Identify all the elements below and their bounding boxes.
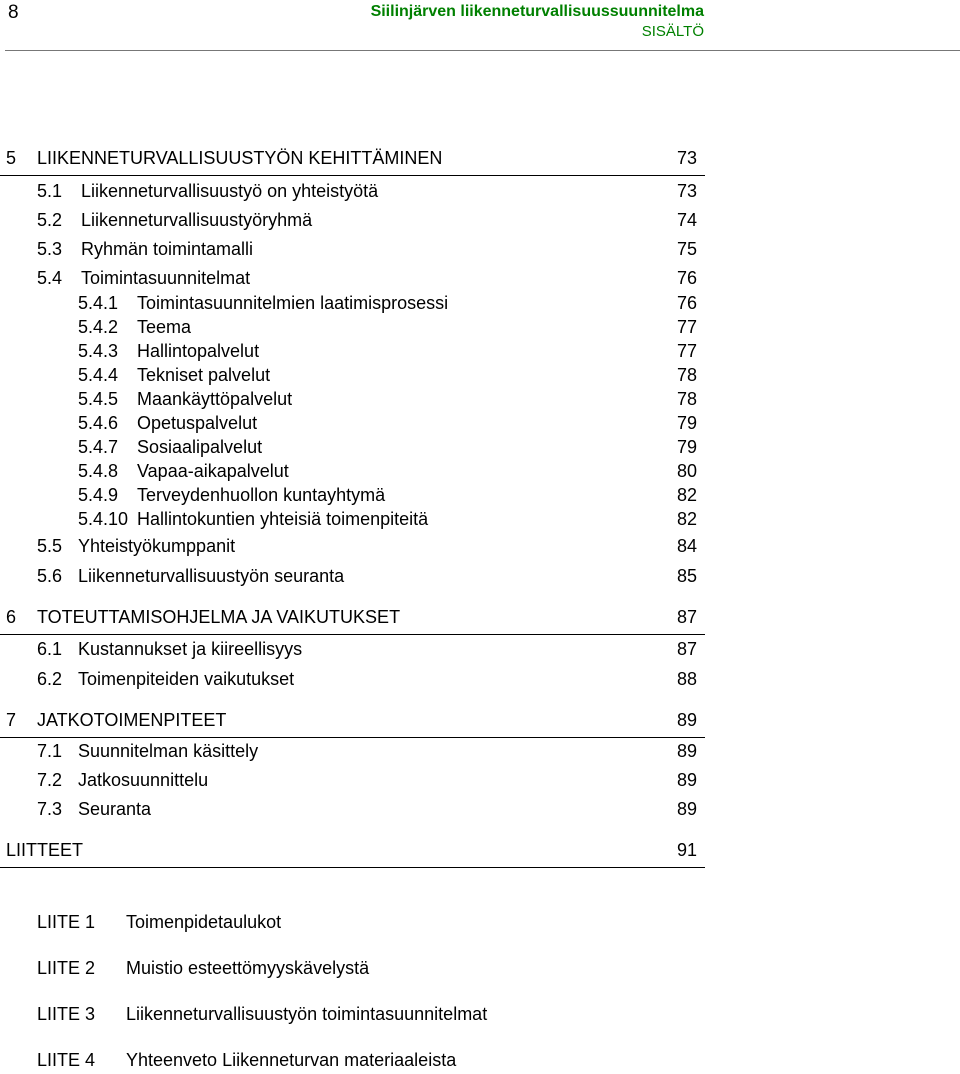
toc-entry-number: 6.2 bbox=[37, 669, 63, 689]
toc-entry-page: 82 bbox=[676, 509, 697, 529]
toc-entry-title: Suunnitelman käsittely bbox=[78, 741, 259, 761]
toc-entry-title: Hallintopalvelut bbox=[137, 341, 260, 361]
toc-entry bbox=[0, 413, 705, 439]
toc-entry-title: Maankäyttöpalvelut bbox=[137, 389, 293, 409]
toc-entry-title: TOTEUTTAMISOHJELMA JA VAIKUTUKSET bbox=[37, 607, 401, 627]
toc-entry bbox=[0, 365, 705, 391]
toc-entry-number: 5.4.4 bbox=[78, 365, 119, 385]
appendix-item bbox=[0, 912, 600, 936]
toc-entry bbox=[0, 509, 705, 535]
appendix-number: LIITE 2 bbox=[37, 958, 96, 978]
toc-entry-title: Terveydenhuollon kuntayhtymä bbox=[137, 485, 386, 505]
toc-entry-title: LIIKENNETURVALLISUUSTYÖN KEHITTÄMINEN bbox=[37, 148, 443, 168]
toc-entry-page: 76 bbox=[676, 268, 697, 288]
toc-entry-page: 77 bbox=[676, 317, 697, 337]
appendix-title: Toimenpidetaulukot bbox=[126, 912, 282, 932]
appendix-number: LIITE 4 bbox=[37, 1050, 96, 1070]
toc-entry bbox=[0, 741, 705, 767]
toc-entry-title: Yhteistyökumppanit bbox=[78, 536, 236, 556]
toc-entry-title: Seuranta bbox=[78, 799, 152, 819]
toc-entry-page: 84 bbox=[676, 536, 697, 556]
toc-chapter-row bbox=[0, 607, 705, 635]
toc-chapter-row bbox=[0, 710, 705, 738]
page-number: 8 bbox=[8, 2, 19, 23]
document-title: Siilinjärven liikenneturvallisuussuunnitelma bbox=[370, 3, 704, 20]
toc-entry-number: 7 bbox=[6, 710, 17, 730]
toc-entry-number: 5.4.1 bbox=[78, 293, 119, 313]
toc-entry-title: Vapaa-aikapalvelut bbox=[137, 461, 289, 481]
toc-entry-title: Teema bbox=[137, 317, 192, 337]
toc-entry-title: Opetuspalvelut bbox=[137, 413, 258, 433]
toc-entry-title: Jatkosuunnittelu bbox=[78, 770, 209, 790]
toc-chapter-row bbox=[0, 840, 705, 868]
appendix-title: Muistio esteettömyyskävelystä bbox=[126, 958, 370, 978]
toc-entry-page: 79 bbox=[676, 437, 697, 457]
toc-entry bbox=[0, 669, 705, 695]
toc-entry-page: 79 bbox=[676, 413, 697, 433]
toc-entry bbox=[0, 485, 705, 511]
toc-entry-page: 76 bbox=[676, 293, 697, 313]
toc-entry-number: 5.4.6 bbox=[78, 413, 119, 433]
toc-entry-number: 5.4.2 bbox=[78, 317, 119, 337]
toc-entry-title: Liikenneturvallisuustyöryhmä bbox=[81, 210, 313, 230]
toc-entry-number: 5.1 bbox=[37, 181, 63, 201]
toc-entry bbox=[0, 799, 705, 825]
toc-entry bbox=[0, 181, 705, 207]
toc-entry-page: 89 bbox=[676, 799, 697, 819]
toc-entry bbox=[0, 341, 705, 367]
toc-entry-title: Liikenneturvallisuustyön seuranta bbox=[78, 566, 345, 586]
toc-entry-number: 5.3 bbox=[37, 239, 63, 259]
toc-entry bbox=[0, 536, 705, 562]
appendix-item bbox=[0, 1050, 600, 1074]
toc-entry bbox=[0, 268, 705, 294]
toc-entry-number: 5.4.7 bbox=[78, 437, 119, 457]
toc-entry bbox=[0, 210, 705, 236]
toc-entry-number: 7.3 bbox=[37, 799, 63, 819]
toc-entry-page: 73 bbox=[676, 181, 697, 201]
toc-entry-title: JATKOTOIMENPITEET bbox=[37, 710, 227, 730]
appendix-number: LIITE 3 bbox=[37, 1004, 96, 1024]
toc-entry-title: Toimintasuunnitelmien laatimisprosessi bbox=[137, 293, 449, 313]
toc-entry-page: 75 bbox=[676, 239, 697, 259]
toc-entry-title: Toimintasuunnitelmat bbox=[81, 268, 251, 288]
toc-entry bbox=[0, 566, 705, 592]
toc-entry-page: 87 bbox=[676, 639, 697, 659]
toc-entry-number: 5 bbox=[6, 148, 17, 168]
toc-entry-page: 91 bbox=[676, 840, 697, 860]
toc-entry-title: Ryhmän toimintamalli bbox=[81, 239, 254, 259]
toc-chapter-row bbox=[0, 148, 705, 176]
toc-entry-page: 82 bbox=[676, 485, 697, 505]
toc-entry-page: 73 bbox=[676, 148, 697, 168]
toc-entry-number: 6 bbox=[6, 607, 17, 627]
toc-entry-number: 6.1 bbox=[37, 639, 63, 659]
toc-entry-number: 5.4.8 bbox=[78, 461, 119, 481]
toc-entry-number: 5.4.9 bbox=[78, 485, 119, 505]
toc-entry-number: 5.5 bbox=[37, 536, 63, 556]
section-label: SISÄLTÖ bbox=[641, 23, 704, 40]
toc-entry-page: 89 bbox=[676, 770, 697, 790]
toc-entry bbox=[0, 461, 705, 487]
appendix-item bbox=[0, 958, 600, 982]
appendix-title: Yhteenveto Liikenneturvan materiaaleista bbox=[126, 1050, 457, 1070]
toc-entry-page: 88 bbox=[676, 669, 697, 689]
toc-entry-number: 5.6 bbox=[37, 566, 63, 586]
appendix-item bbox=[0, 1004, 600, 1028]
toc-entry bbox=[0, 239, 705, 265]
toc-entry-number: 7.2 bbox=[37, 770, 63, 790]
toc-entry-page: 87 bbox=[676, 607, 697, 627]
toc-entry bbox=[0, 389, 705, 415]
appendix-title: Liikenneturvallisuustyön toimintasuunnitelmat bbox=[126, 1004, 488, 1024]
toc-entry-page: 80 bbox=[676, 461, 697, 481]
appendix-number: LIITE 1 bbox=[37, 912, 96, 932]
toc-entry-title: Liikenneturvallisuustyö on yhteistyötä bbox=[81, 181, 379, 201]
toc-entry-page: 78 bbox=[676, 365, 697, 385]
toc-entry-title: LIITTEET bbox=[6, 840, 84, 860]
toc-entry bbox=[0, 437, 705, 463]
toc-entry-page: 77 bbox=[676, 341, 697, 361]
toc-entry-page: 78 bbox=[676, 389, 697, 409]
toc-entry-number: 5.4.10 bbox=[78, 509, 129, 529]
toc-entry-number: 7.1 bbox=[37, 741, 63, 761]
header-divider bbox=[5, 50, 960, 51]
toc-entry-title: Kustannukset ja kiireellisyys bbox=[78, 639, 303, 659]
toc-entry-number: 5.4.5 bbox=[78, 389, 119, 409]
toc-entry-page: 89 bbox=[676, 710, 697, 730]
toc-entry-page: 89 bbox=[676, 741, 697, 761]
toc-entry bbox=[0, 317, 705, 343]
toc-entry-title: Toimenpiteiden vaikutukset bbox=[78, 669, 295, 689]
toc-entry-number: 5.4.3 bbox=[78, 341, 119, 361]
toc-entry-number: 5.4 bbox=[37, 268, 63, 288]
toc-entry-page: 74 bbox=[676, 210, 697, 230]
toc-entry bbox=[0, 770, 705, 796]
toc-entry-title: Sosiaalipalvelut bbox=[137, 437, 263, 457]
toc-entry-page: 85 bbox=[676, 566, 697, 586]
toc-entry-title: Tekniset palvelut bbox=[137, 365, 271, 385]
toc-entry bbox=[0, 293, 705, 319]
toc-entry bbox=[0, 639, 705, 665]
toc-entry-title: Hallintokuntien yhteisiä toimenpiteitä bbox=[137, 509, 429, 529]
toc-entry-number: 5.2 bbox=[37, 210, 63, 230]
